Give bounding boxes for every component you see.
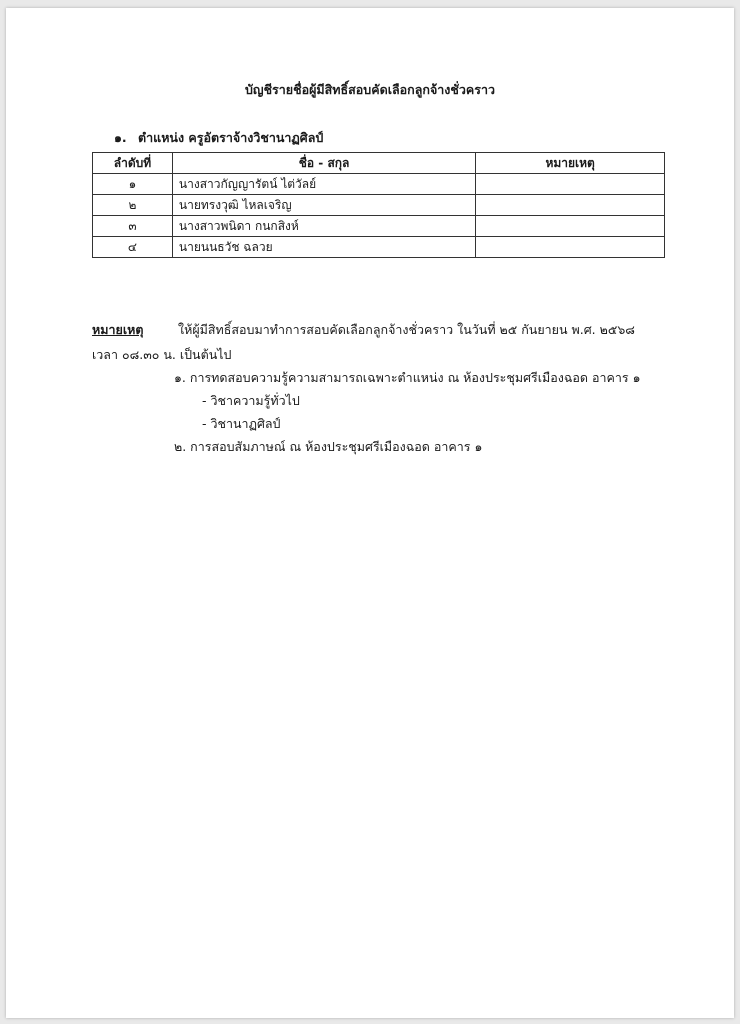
- table-header-row: [93, 153, 665, 174]
- table-row: [93, 174, 665, 195]
- table-row: [93, 195, 665, 216]
- cell-name: นางสาวพนิดา กนกสิงห์: [172, 216, 475, 237]
- remarks-sub-item-1: - วิชาความรู้ทั่วไป: [202, 393, 300, 408]
- cell-note: [476, 174, 665, 195]
- section-label: ตำแหน่ง ครูอัตราจ้างวิชานาฏศิลป์: [138, 130, 324, 145]
- remarks-label: หมายเหตุ: [92, 322, 144, 337]
- section-number: ๑.: [114, 130, 127, 145]
- remarks-item-2: ๒. การสอบสัมภาษณ์ ณ ห้องประชุมศรีเมืองฉอด อาคาร ๑: [174, 439, 483, 454]
- cell-note: [476, 216, 665, 237]
- remarks-line-1: ให้ผู้มีสิทธิ์สอบมาทำการสอบคัดเลือกลูกจ้างชั่วคราว ในวันที่ ๒๕ กันยายน พ.ศ. ๒๕๖๘: [178, 322, 635, 337]
- cell-no: ๑: [93, 174, 173, 195]
- cell-name: นางสาวกัญญารัตน์ ไต่วัลย์: [172, 174, 475, 195]
- cell-no: ๔: [93, 237, 173, 258]
- document-title: บัญชีรายชื่อผู้มีสิทธิ์สอบคัดเลือกลูกจ้างชั่วคราว: [244, 82, 496, 97]
- cell-note: [476, 195, 665, 216]
- remarks-sub-item-2: - วิชานาฏศิลป์: [202, 416, 281, 431]
- cell-note: [476, 237, 665, 258]
- header-note: หมายเหตุ: [476, 153, 665, 174]
- table-row: [93, 216, 665, 237]
- cell-name: นายทรงวุฒิ ไหลเจริญ: [172, 195, 475, 216]
- document-page: [6, 8, 734, 1018]
- header-no: ลำดับที่: [93, 153, 173, 174]
- cell-no: ๒: [93, 195, 173, 216]
- cell-no: ๓: [93, 216, 173, 237]
- header-name: ชื่อ - สกุล: [172, 153, 475, 174]
- remarks-item-1: ๑. การทดสอบความรู้ความสามารถเฉพาะตำแหน่ง ณ ห้องประชุมศรีเมืองฉอด อาคาร ๑: [174, 370, 641, 385]
- table-row: [93, 237, 665, 258]
- section-heading: [114, 128, 323, 148]
- remarks-line-2: เวลา ๐๘.๓๐ น. เป็นต้นไป: [92, 347, 232, 362]
- candidate-table: [92, 152, 665, 258]
- cell-name: นายนนธวัช ฉลวย: [172, 237, 475, 258]
